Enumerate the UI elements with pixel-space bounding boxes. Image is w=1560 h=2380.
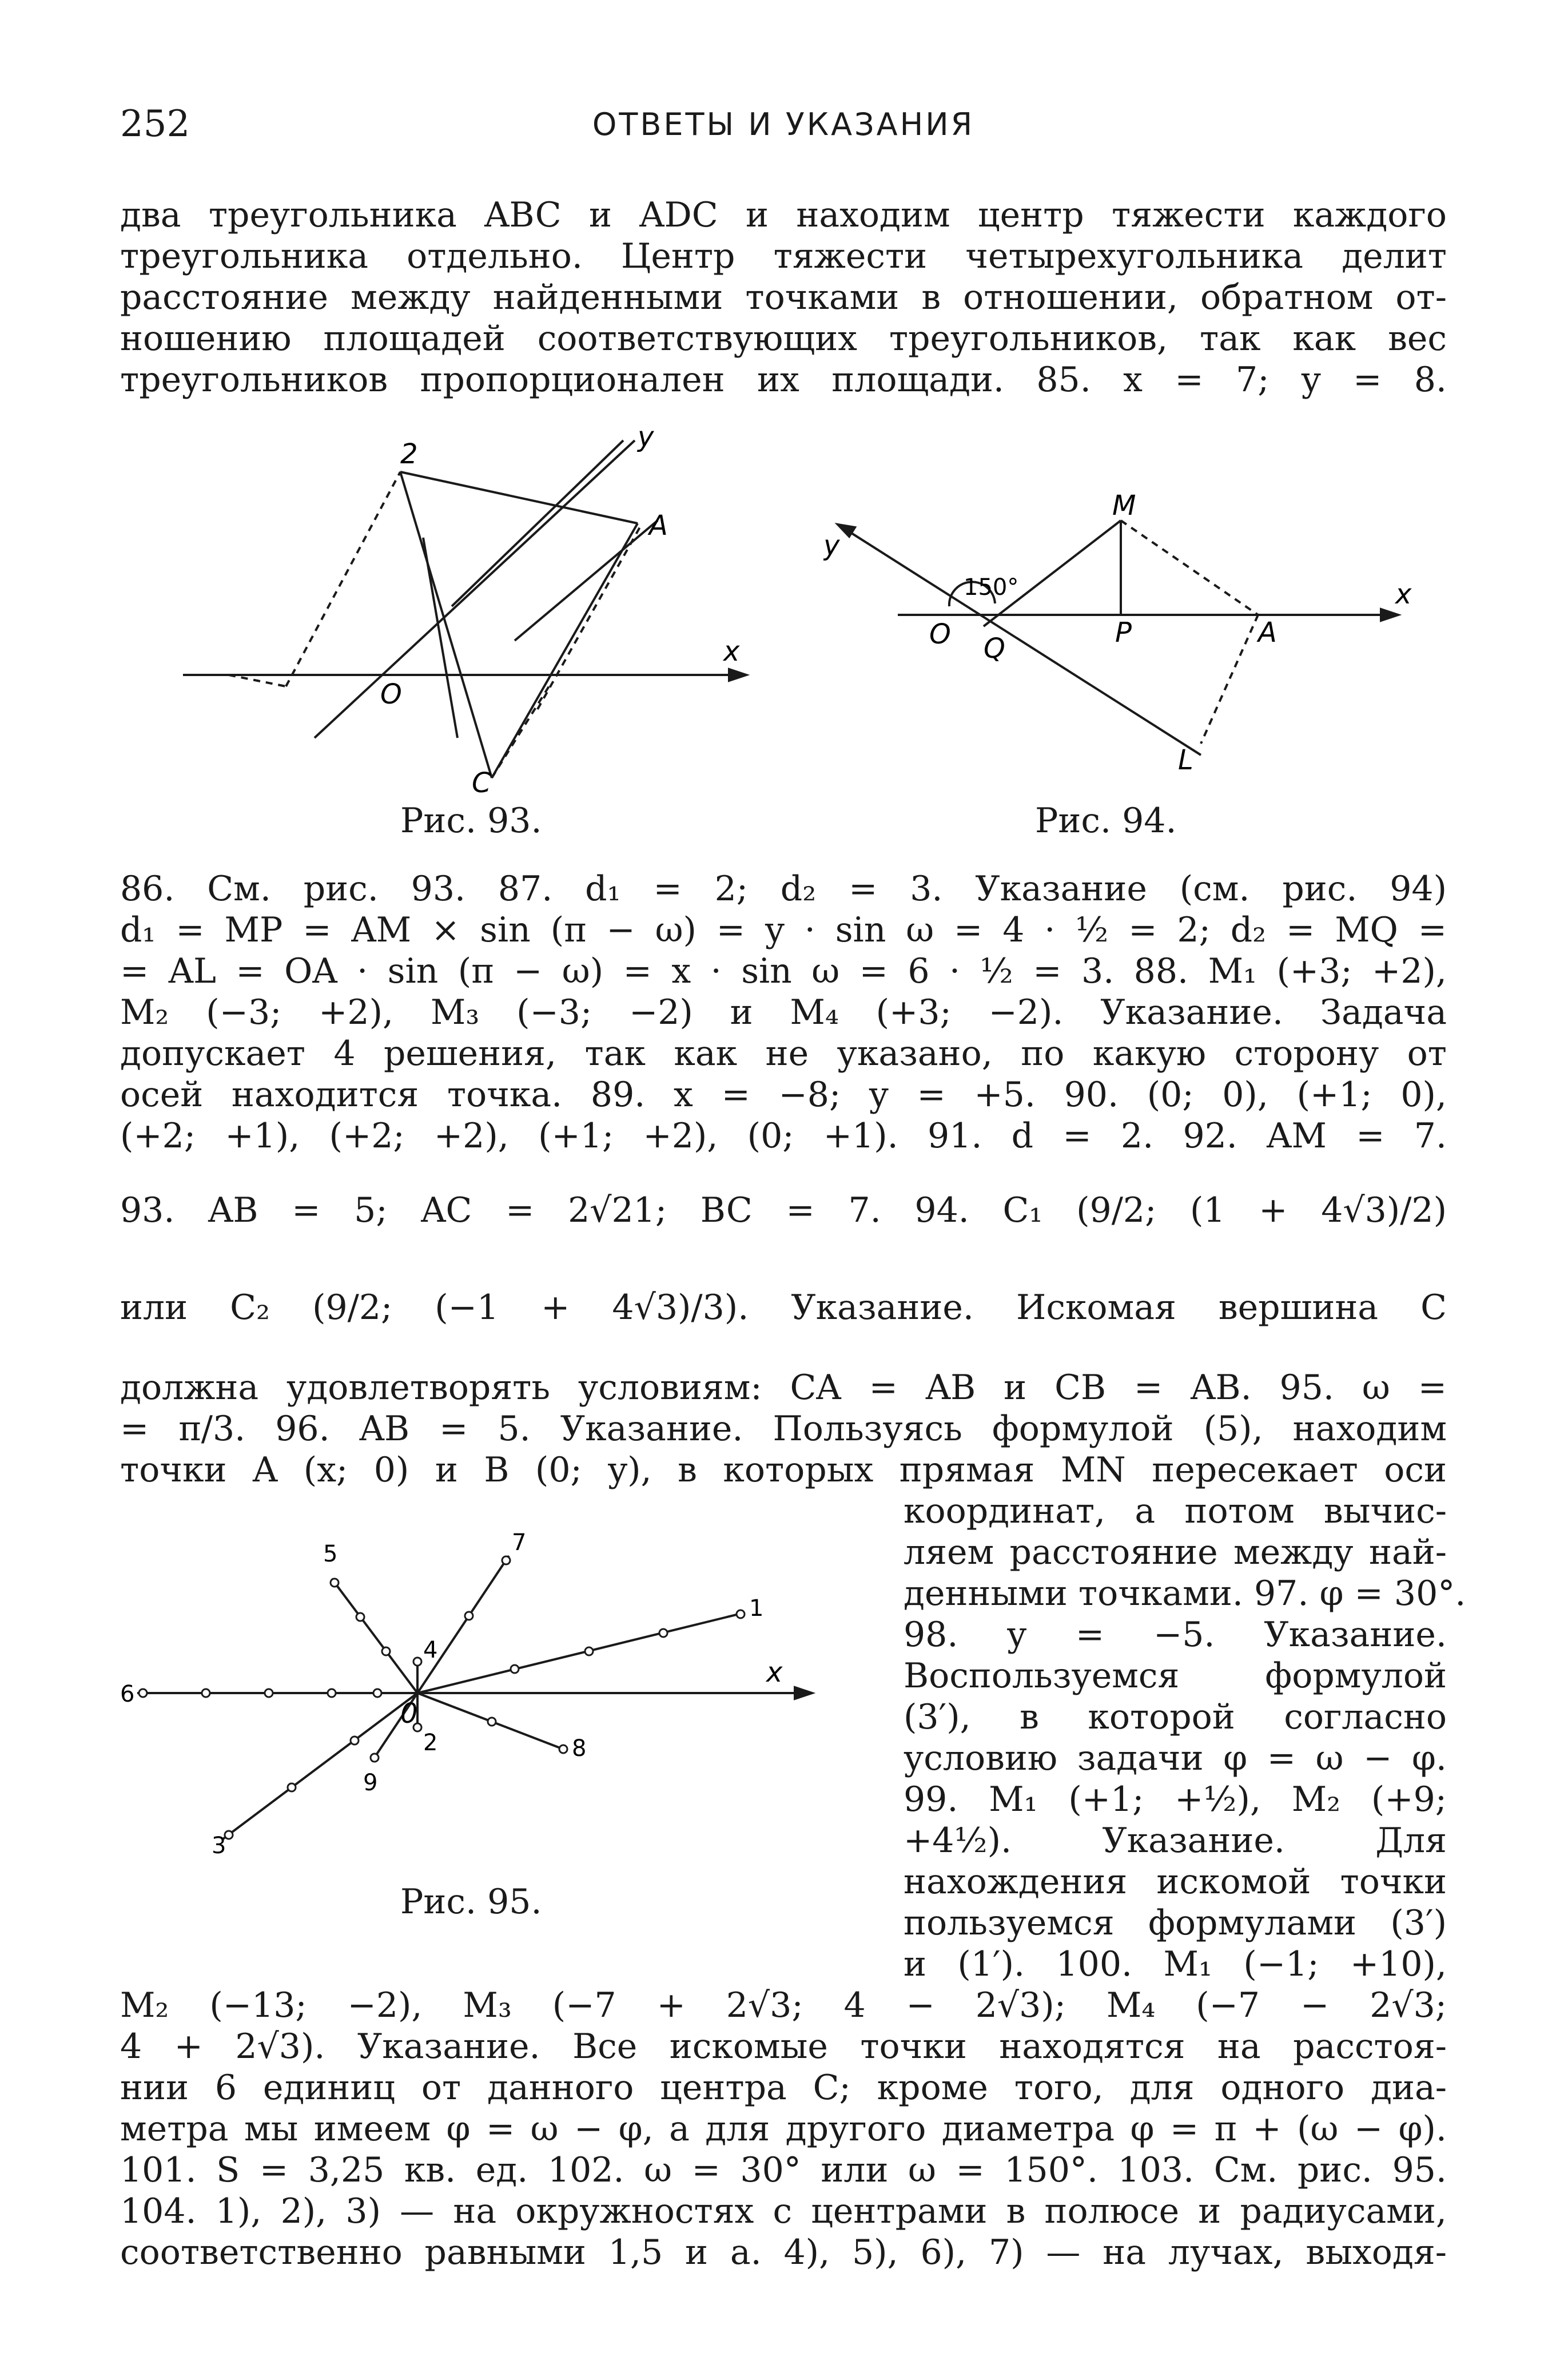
- text-line: координат, а потом вычис-: [904, 1491, 1447, 1531]
- fig94-caption: Рис. 94.: [1035, 801, 1177, 841]
- text-line: условию задачи φ = ω − φ.: [904, 1738, 1447, 1778]
- ray-1: [417, 1613, 743, 1693]
- text-line: 86. См. рис. 93. 87. d₁ = 2; d₂ = 3. Указание (см. рис. 94): [120, 869, 1447, 909]
- segment-upper: [452, 440, 623, 606]
- text-line: нахождения искомой точки: [904, 1862, 1447, 1902]
- text-line: два треугольника ABC и ADC и находим центр тяжести каждого: [120, 195, 1447, 235]
- text-line: (3′), в которой согласно: [904, 1697, 1447, 1737]
- text-line: 93. AB = 5; AC = 2√21; BC = 7. 94. C₁ (9/2; (1 + 4√3)/2): [120, 1190, 1447, 1230]
- page-number: 252: [120, 103, 190, 145]
- text-line: (+2; +1), (+2; +2), (+1; +2), (0; +1). 91. d = 2. 92. AM = 7.: [120, 1116, 1447, 1156]
- text-line: расстояние между найденными точками в отношении, обратном от-: [120, 277, 1447, 317]
- text-line: M₂ (−3; +2), M₃ (−3; −2) и M₄ (+3; −2). Указание. Задача: [120, 992, 1447, 1032]
- text-line: ношению площадей соответствующих треугольников, так как вес: [120, 319, 1447, 359]
- text-line: треугольников пропорционален их площади. 85. x = 7; y = 8.: [120, 360, 1447, 400]
- text-line: M₂ (−13; −2), M₃ (−7 + 2√3; 4 − 2√3); M₄ (−7 − 2√3;: [120, 1985, 1447, 2025]
- text-line: ляем расстояние между най-: [904, 1532, 1447, 1572]
- segment-A-L: [1201, 615, 1258, 744]
- text-line: соответственно равными 1,5 и a. 4), 5), 6), 7) — на лучах, выходя-: [120, 2232, 1447, 2272]
- fig95-label-7: 7: [512, 1529, 527, 1556]
- fig94-label-Q: Q: [984, 633, 1005, 665]
- text-line: 98. y = −5. Указание.: [904, 1615, 1447, 1655]
- text-line: пользуемся формулами (3′): [904, 1903, 1447, 1943]
- dashed-left: [286, 472, 400, 686]
- text-line: +4½). Указание. Для: [904, 1821, 1447, 1861]
- fig94-label-P: P: [1115, 617, 1132, 649]
- fig94-label-A: A: [1258, 617, 1277, 649]
- figure-94: [823, 492, 1430, 789]
- y-axis-line: [841, 526, 1201, 755]
- figure-95: [120, 1510, 841, 1865]
- dashed-lower: [492, 686, 549, 778]
- text-line: = π/3. 96. AB = 5. Указание. Пользуясь формулой (5), находим: [120, 1409, 1447, 1449]
- y-axis: [315, 440, 635, 738]
- segment-2-A: [400, 472, 638, 523]
- fig93-label-C: C: [472, 767, 491, 799]
- fig95-caption: Рис. 95.: [400, 1882, 542, 1922]
- text-line: Воспользуемся формулой: [904, 1656, 1447, 1696]
- text-line: 4 + 2√3). Указание. Все искомые точки находятся на расстоя-: [120, 2027, 1447, 2067]
- figure-93: [183, 418, 766, 806]
- fig95-label-9: 9: [363, 1770, 378, 1796]
- fig95-label-0: 0: [400, 1698, 418, 1730]
- text-line: точки A (x; 0) и B (0; y), в которых прямая MN пересекает оси: [120, 1450, 1447, 1490]
- dashed-base: [229, 675, 286, 686]
- x-axis-arrow: [795, 1687, 812, 1699]
- text-line: d₁ = MP = AM × sin (π − ω) = y · sin ω = 4 · ½ = 2; d₂ = MQ =: [120, 910, 1447, 950]
- text-line: 101. S = 3,25 кв. ед. 102. ω = 30° или ω = 150°. 103. См. рис. 95.: [120, 2150, 1447, 2190]
- fig95-label-6: 6: [120, 1681, 135, 1707]
- text-line: и (1′). 100. M₁ (−1; +10),: [904, 1944, 1447, 1984]
- fig95-label-2: 2: [423, 1730, 438, 1756]
- text-line: допускает 4 решения, так как не указано, по какую сторону от: [120, 1034, 1447, 1074]
- segment-2-C: [400, 472, 492, 778]
- ray-3: [223, 1693, 417, 1839]
- running-head: [120, 103, 1447, 154]
- text-line: треугольника отдельно. Центр тяжести четырехугольника делит: [120, 236, 1447, 276]
- x-axis-arrow: [729, 669, 746, 681]
- text-line: должна удовлетворять условиям: CA = AB и CB = AB. 95. ω =: [120, 1368, 1447, 1408]
- fig93-label-O: O: [380, 678, 402, 710]
- ray-5: [332, 1579, 417, 1693]
- fig93-label-y: y: [638, 421, 654, 453]
- fig94-label-x: x: [1395, 578, 1412, 610]
- segment-Q-M: [984, 520, 1121, 626]
- fig94-label-y: y: [823, 530, 840, 562]
- fig95-label-4: 4: [423, 1637, 438, 1663]
- fig93-label-A: A: [649, 510, 668, 542]
- fig94-label-angle: 150°: [964, 574, 1019, 601]
- segment-A-C: [492, 523, 638, 778]
- fig94-label-O: O: [929, 618, 951, 650]
- fig95-label-x: x: [766, 1656, 783, 1688]
- fig93-caption: Рис. 93.: [400, 801, 542, 841]
- ray-7: [417, 1556, 509, 1693]
- text-line: нии 6 единиц от данного центра C; кроме того, для одного диа-: [120, 2068, 1447, 2108]
- segment-M-A: [1121, 520, 1258, 615]
- x-axis-arrow: [1381, 609, 1398, 621]
- fig95-label-8: 8: [572, 1735, 587, 1762]
- fig95-label-1: 1: [749, 1595, 764, 1622]
- text-line: денными точками. 97. φ = 30°.: [904, 1574, 1466, 1614]
- text-line: осей находится точка. 89. x = −8; y = +5. 90. (0; 0), (+1; 0),: [120, 1075, 1447, 1115]
- fig93-label-2: 2: [400, 438, 418, 470]
- segment-right: [515, 520, 658, 641]
- fig94-label-L: L: [1178, 744, 1193, 776]
- text-line: 104. 1), 2), 3) — на окружностях с центрами в полюсе и радиусами,: [120, 2191, 1447, 2231]
- running-title: ОТВЕТЫ И УКАЗАНИЯ: [592, 106, 975, 142]
- fig93-label-x: x: [723, 635, 740, 667]
- fig95-label-3: 3: [212, 1833, 226, 1859]
- text-line: = AL = OA · sin (π − ω) = x · sin ω = 6 · ½ = 3. 88. M₁ (+3; +2),: [120, 951, 1447, 991]
- dashed-right: [538, 526, 640, 709]
- text-line: или C₂ (9/2; (−1 + 4√3)/3). Указание. Искомая вершина C: [120, 1288, 1447, 1328]
- fig94-label-M: M: [1112, 492, 1136, 522]
- text-line: 99. M₁ (+1; +½), M₂ (+9;: [904, 1779, 1447, 1819]
- fig95-label-5: 5: [323, 1541, 338, 1567]
- segment-inner: [423, 538, 457, 738]
- text-line: метра мы имеем φ = ω − φ, а для другого диаметра φ = π + (ω − φ).: [120, 2109, 1447, 2149]
